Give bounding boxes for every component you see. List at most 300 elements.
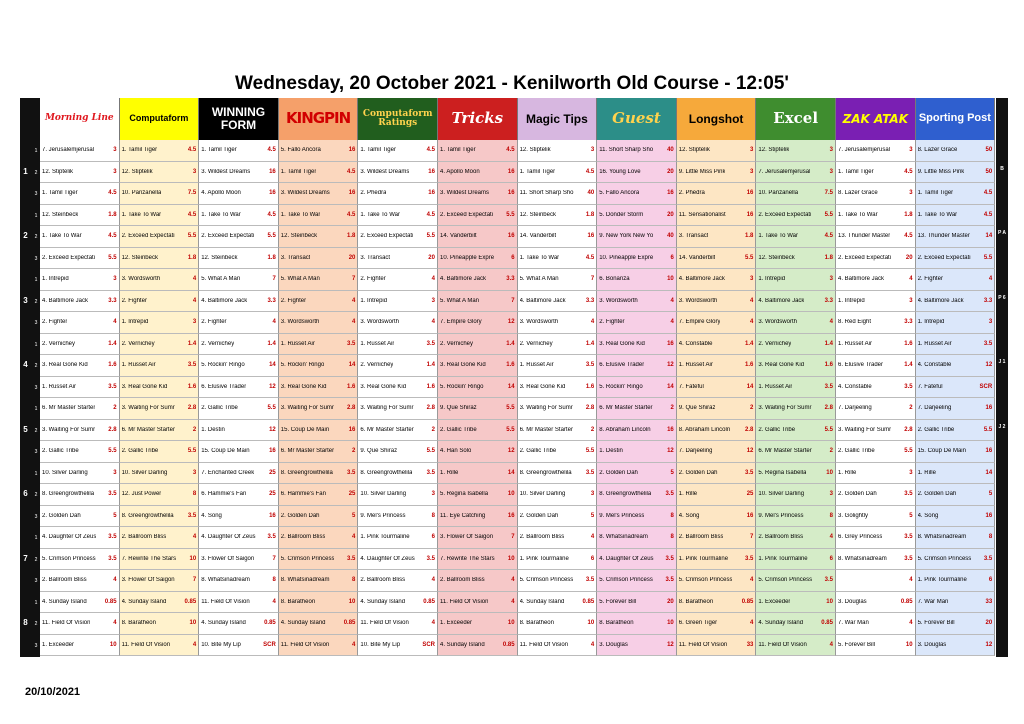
odds: 8 (192, 491, 197, 497)
pick-cell (916, 183, 996, 205)
odds: 0.85 (741, 598, 754, 605)
pick-cell (120, 398, 200, 420)
odds: 4 (750, 577, 754, 583)
side-label: P 6 (998, 294, 1006, 301)
column-header-winning-form: WINNING FORM (199, 98, 279, 140)
horse-name: 12. Just Power (121, 491, 162, 497)
odds: 3.5 (665, 491, 674, 497)
horse-name: 3. Waiting For Sumr (838, 426, 892, 433)
pick-cell (199, 613, 279, 635)
odds: 4.5 (108, 233, 117, 239)
pick-cell (518, 377, 598, 399)
odds: 5.5 (267, 405, 276, 411)
pick-cell (120, 226, 200, 248)
race-number: 8 (23, 618, 28, 627)
odds: 1.4 (426, 362, 435, 368)
horse-name: 2. Fighter (121, 297, 147, 304)
horse-name: 3. Wildest Dreams (280, 190, 330, 196)
pick-cell (279, 398, 359, 420)
odds: 3 (909, 469, 913, 476)
pick-cell (199, 162, 279, 184)
horse-name: 1. Tamil Tiger (360, 147, 396, 153)
column-header-kingpin: KINGPIN (279, 98, 359, 140)
odds: 3 (192, 319, 197, 325)
odds: 12 (746, 448, 754, 454)
pick-cell (916, 334, 996, 356)
pick-cell (756, 377, 836, 399)
position-number: 3 (34, 255, 38, 262)
pick-cell (518, 441, 598, 463)
horse-name: 2. Ballroom Bliss (42, 577, 87, 583)
horse-name: 7. Jerusalemjerusal (42, 147, 95, 153)
horse-name: 4. Sunday Island (280, 620, 326, 626)
odds: 2 (670, 405, 674, 411)
odds: 40 (587, 190, 595, 196)
odds: 3.5 (904, 555, 913, 562)
odds: 4 (113, 620, 117, 626)
pick-cell (597, 377, 677, 399)
pick-cell (279, 549, 359, 571)
odds: 3.5 (904, 534, 913, 540)
horse-name: 1. Take To War (519, 254, 560, 261)
pick-cell (597, 592, 677, 614)
horse-name: 4. Baltimore Jack (201, 297, 248, 304)
odds: 4.5 (824, 233, 833, 239)
pick-cell (120, 334, 200, 356)
pick-cell (199, 592, 279, 614)
horse-name: 9. Mel's Princess (758, 512, 804, 519)
odds: 1.8 (187, 254, 197, 261)
horse-name: 3. Wordsworth (121, 276, 161, 282)
pick-cell (836, 484, 916, 506)
pick-cell (40, 140, 120, 162)
horse-name: 2. Exceed Expectati (121, 233, 175, 239)
pick-cell (518, 205, 598, 227)
pick-cell (40, 506, 120, 528)
horse-name: 7. Rewrite The Stars (121, 555, 177, 562)
odds: 1.8 (745, 233, 754, 239)
odds: 16 (746, 211, 754, 218)
position-number: 3 (34, 578, 38, 584)
odds: 16 (348, 147, 356, 153)
odds: 4.5 (347, 168, 356, 175)
position-number: 3 (34, 384, 38, 391)
horse-name: 1. Rille (838, 469, 857, 476)
horse-name: 7. Jerusalemjerusal (758, 168, 811, 175)
pick-cell (438, 635, 518, 657)
odds: 5.5 (426, 448, 435, 454)
horse-name: 3. Wildest Dreams (440, 190, 490, 196)
horse-name: 10. Silver Darling (42, 469, 88, 476)
horse-name: 1. Destin (599, 448, 623, 454)
horse-name: 1. Destin (201, 426, 225, 433)
pick-cell (916, 140, 996, 162)
position-number: 3 (34, 513, 38, 520)
pick-cell (756, 162, 836, 184)
odds: 40 (667, 233, 674, 239)
position-number: 1 (34, 406, 38, 412)
pick-cell (836, 162, 916, 184)
horse-name: 4. Sunday Island (201, 620, 246, 626)
pick-cell (199, 140, 279, 162)
pick-cell (756, 441, 836, 463)
odds: 1.6 (347, 383, 356, 390)
pick-cell (597, 441, 677, 463)
pick-cell (597, 183, 677, 205)
horse-name: 3. Waiting For Sumr (42, 426, 96, 433)
odds: 3 (909, 297, 913, 304)
pick-cell (518, 592, 598, 614)
odds: 1.4 (506, 340, 515, 347)
horse-name: 6. Elusive Trader (201, 383, 247, 390)
odds: 2.8 (745, 426, 754, 433)
odds: 25 (269, 469, 276, 476)
position-number: 2 (34, 298, 38, 305)
pick-cell (358, 592, 438, 614)
horse-name: 2. Exceed Expectati (42, 254, 96, 261)
horse-name: 15. Coup De Main (280, 426, 330, 433)
horse-name: 6. Mr Master Starter (599, 405, 653, 411)
odds: 3 (829, 147, 833, 153)
horse-name: 1. Tamil Tiger (280, 168, 317, 175)
odds: 12 (269, 383, 276, 390)
horse-name: 1. Russet Air (678, 362, 713, 368)
horse-name: 9. Que Shiraz (440, 405, 477, 411)
pick-cell (438, 398, 518, 420)
horse-name: 5. Forever Bill (917, 620, 955, 626)
pick-cell (916, 248, 996, 270)
odds: 4.5 (267, 147, 276, 153)
horse-name: 5. Forever Bill (838, 641, 876, 648)
horse-name: 1. Exceeder (42, 641, 75, 648)
horse-name: 7. Enchanted Creek (201, 469, 255, 476)
pick-cell (120, 248, 200, 270)
horse-name: 3. Douglas (599, 641, 628, 648)
odds: 4.5 (983, 190, 993, 196)
odds: 4 (590, 641, 595, 648)
pick-cell (279, 140, 359, 162)
horse-name: 4. Daughter Of Zeus (42, 534, 97, 540)
horse-name: 2. Fighter (280, 297, 307, 304)
odds: 10 (109, 641, 117, 648)
odds: 4 (192, 297, 197, 304)
horse-name: 4. Song (678, 512, 700, 519)
odds: 3 (113, 168, 117, 175)
horse-name: 5. Rockin' Ringo (280, 362, 325, 368)
pick-cell (120, 441, 200, 463)
odds: 10 (587, 620, 595, 626)
horse-name: 5. Rockin' Ringo (201, 362, 245, 368)
horse-name: 6. Mr Master Starter (121, 426, 175, 433)
pick-cell (518, 269, 598, 291)
pick-cell (677, 226, 757, 248)
pick-cell (358, 355, 438, 377)
horse-name: 1. Take To War (917, 211, 958, 218)
pick-cell (597, 162, 677, 184)
horse-name: 1. Tamil Tiger (42, 190, 78, 196)
odds: 7 (750, 534, 754, 540)
odds: 5.5 (506, 405, 515, 411)
pick-cell (916, 420, 996, 442)
horse-name: 10. Silver Darling (360, 491, 407, 497)
pick-cell (677, 334, 757, 356)
horse-name: 8. Red Eight (838, 319, 872, 325)
pick-cell (358, 183, 438, 205)
odds: 4 (909, 620, 913, 626)
pick-cell (40, 420, 120, 442)
odds: 16 (269, 448, 276, 454)
pick-cell (916, 463, 996, 485)
pick-cell (199, 355, 279, 377)
odds: 5.5 (267, 233, 276, 239)
odds: 4 (590, 319, 595, 325)
pick-cell (40, 592, 120, 614)
horse-name: 2. Ballroom Bliss (758, 534, 804, 540)
odds: 4.5 (267, 211, 276, 218)
odds: 3 (113, 276, 117, 282)
horse-name: 4. Sunday Island (360, 598, 406, 605)
odds: 4 (272, 598, 276, 605)
horse-name: 8. Lazer Grace (917, 147, 958, 153)
pick-cell (597, 506, 677, 528)
odds: 2.8 (904, 426, 913, 433)
horse-name: 5. What A Man (280, 276, 320, 282)
horse-name: 2. Gallic Tribe (42, 448, 79, 454)
horse-name: 4. Han Solo (440, 448, 472, 454)
horse-name: 1. Russet Air (838, 340, 873, 347)
position-number: 2 (34, 169, 38, 176)
pick-cell (199, 269, 279, 291)
horse-name: 9. Que Shiraz (360, 448, 398, 454)
pick-cell (836, 226, 916, 248)
pick-cell (438, 291, 518, 313)
race-number: 1 (23, 166, 28, 176)
pick-cell (518, 312, 598, 334)
pick-cell (916, 549, 996, 571)
horse-name: 1. Russet Air (360, 340, 395, 347)
horse-name: 5. What A Man (440, 297, 480, 304)
pick-cell (279, 613, 359, 635)
odds: 1.8 (824, 254, 833, 261)
side-label: J 1 (998, 359, 1006, 365)
pick-cell (756, 463, 836, 485)
horse-name: 2. Fighter (201, 319, 227, 325)
pick-cell (358, 635, 438, 657)
pick-cell (756, 248, 836, 270)
horse-name: 11. Sensationalist (678, 211, 726, 218)
horse-name: 1. Tamil Tiger (519, 168, 556, 175)
horse-name: 12. Steinbeck (758, 254, 795, 261)
odds: 7 (511, 297, 515, 304)
pick-cell (756, 635, 836, 657)
pick-cell (40, 226, 120, 248)
odds: 4.5 (187, 147, 197, 153)
pick-cell (199, 570, 279, 592)
odds: 16 (269, 190, 276, 196)
horse-name: 8. Baratheon (519, 620, 554, 626)
pick-cell (120, 140, 200, 162)
odds: 10 (905, 641, 913, 648)
position-number: 1 (34, 277, 38, 283)
odds: 4.5 (983, 211, 993, 218)
pick-cell (199, 398, 279, 420)
position-number: 1 (34, 470, 38, 477)
pick-cell (756, 398, 836, 420)
race-number: 6 (23, 489, 28, 498)
odds: 3.5 (108, 491, 117, 497)
odds: 6 (511, 254, 515, 261)
odds: 14 (507, 383, 515, 390)
horse-name: 1. Pink Tourmaline (917, 577, 967, 583)
odds: 5.5 (108, 254, 117, 261)
odds: 14 (746, 383, 754, 390)
odds: 0.85 (104, 598, 117, 605)
pick-cell (756, 291, 836, 313)
pick-cell (120, 377, 200, 399)
odds: 40 (667, 147, 674, 153)
pick-cell (518, 140, 598, 162)
odds: 10 (507, 491, 515, 497)
race-number: 7 (23, 553, 28, 563)
pick-cell (40, 441, 120, 463)
horse-name: 7. Fateful (917, 383, 943, 390)
horse-name: 10. Panzanella (758, 190, 799, 196)
odds: 3 (829, 276, 833, 282)
pick-cell (756, 334, 836, 356)
horse-name: 3. Real Gone Kid (360, 383, 407, 390)
pick-cell (438, 527, 518, 549)
odds: 4 (750, 620, 754, 626)
odds: 2.8 (187, 405, 197, 411)
horse-name: 3. Golightly (838, 512, 869, 519)
position-number: 2 (34, 363, 38, 369)
pick-cell (756, 140, 836, 162)
horse-name: 2. Exceed Expectati (758, 211, 812, 218)
horse-name: 7. Jerusalemjerusal (838, 147, 891, 153)
pick-cell (916, 355, 996, 377)
horse-name: 3. Real Gone Kid (440, 362, 486, 368)
horse-name: 1. Russet Air (42, 383, 77, 390)
odds: 5.5 (506, 426, 515, 433)
pick-cell (279, 635, 359, 657)
pick-cell (916, 312, 996, 334)
pick-cell (199, 205, 279, 227)
odds: 50 (985, 147, 993, 153)
pick-cell (518, 570, 598, 592)
horse-name: 3. Douglas (917, 641, 947, 648)
column-header-guest: Guest (597, 98, 677, 140)
horse-name: 2. Golden Dah (280, 512, 320, 519)
pick-cell (836, 549, 916, 571)
horse-name: 8. Whatsinadream (917, 534, 967, 540)
horse-name: 1. Take To War (201, 211, 241, 218)
horse-name: 2. Ballroom Bliss (519, 534, 565, 540)
odds: 12 (667, 641, 674, 648)
horse-name: 2. Ballroom Bliss (440, 577, 485, 583)
horse-name: 4. Baltimore Jack (42, 297, 89, 304)
horse-name: 4. Apollo Moon (440, 168, 480, 175)
horse-name: 1. Tamil Tiger (440, 147, 476, 153)
horse-name: 2. Vernichey (360, 362, 394, 368)
pick-cell (438, 226, 518, 248)
pick-cell (40, 549, 120, 571)
horse-name: 12. Stiptelik (121, 168, 153, 175)
horse-name: 15. Coup De Main (201, 448, 250, 454)
horse-name: 4. Sunday Island (440, 641, 485, 648)
pick-cell (518, 506, 598, 528)
horse-name: 2. Vernichey (440, 340, 474, 347)
pick-cell (836, 377, 916, 399)
horse-name: 3. Wordsworth (360, 319, 399, 325)
position-number: 3 (34, 320, 38, 326)
odds: 14 (667, 383, 674, 390)
pick-cell (120, 592, 200, 614)
horse-name: 1. Intrepid (121, 319, 149, 325)
odds: 3.5 (824, 383, 833, 390)
horse-name: 6. Mr Master Starter (758, 448, 812, 454)
horse-name: 11. Eye Catching (440, 512, 486, 519)
odds: 5.5 (904, 448, 913, 454)
odds: 3.5 (347, 469, 356, 476)
horse-name: 5. Rockin' Ringo (599, 383, 643, 390)
odds: 3 (431, 297, 435, 304)
horse-name: 6. Elusive Trader (599, 362, 645, 368)
pick-cell (677, 613, 757, 635)
pick-cell (438, 248, 518, 270)
odds: 4.5 (426, 211, 435, 218)
odds: 4 (113, 577, 117, 583)
pick-cell (358, 140, 438, 162)
pick-cell (518, 484, 598, 506)
pick-cell (279, 377, 359, 399)
pick-cell (677, 527, 757, 549)
odds: 3 (113, 469, 117, 476)
odds: 5 (352, 512, 356, 519)
pick-cell (597, 226, 677, 248)
position-number: 2 (34, 427, 38, 434)
odds: 4 (829, 319, 833, 325)
pick-cell (677, 484, 757, 506)
odds: 6 (590, 555, 595, 562)
pick-cell (279, 269, 359, 291)
pick-cell (916, 484, 996, 506)
horse-name: 11. Field Of Vision (360, 620, 409, 626)
odds: 1.4 (267, 340, 276, 347)
pick-cell (120, 527, 200, 549)
horse-name: 4. Baltimore Jack (678, 276, 725, 282)
odds: 0.85 (582, 598, 595, 605)
horse-name: 2. Gallic Tribe (917, 426, 955, 433)
pick-cell (916, 205, 996, 227)
horse-name: 1. Tamil Tiger (838, 168, 874, 175)
horse-name: 8. Whatsinadream (599, 534, 648, 540)
pick-cell (677, 441, 757, 463)
horse-name: 10. Pineapple Expre (599, 254, 654, 261)
pick-cell (358, 398, 438, 420)
odds: 3.5 (585, 577, 595, 583)
odds: 4 (750, 297, 754, 304)
horse-name: 2. Exceed Expectati (360, 233, 414, 239)
pick-cell (40, 527, 120, 549)
pick-cell (438, 506, 518, 528)
odds: 10 (667, 620, 674, 626)
horse-name: 1. Intrepid (758, 276, 786, 282)
odds: 16 (428, 190, 435, 196)
odds: 14 (348, 362, 356, 368)
odds: 3.3 (585, 297, 595, 304)
horse-name: 1. Russet Air (519, 362, 554, 368)
horse-name: 9. Mel's Princess (599, 512, 645, 519)
